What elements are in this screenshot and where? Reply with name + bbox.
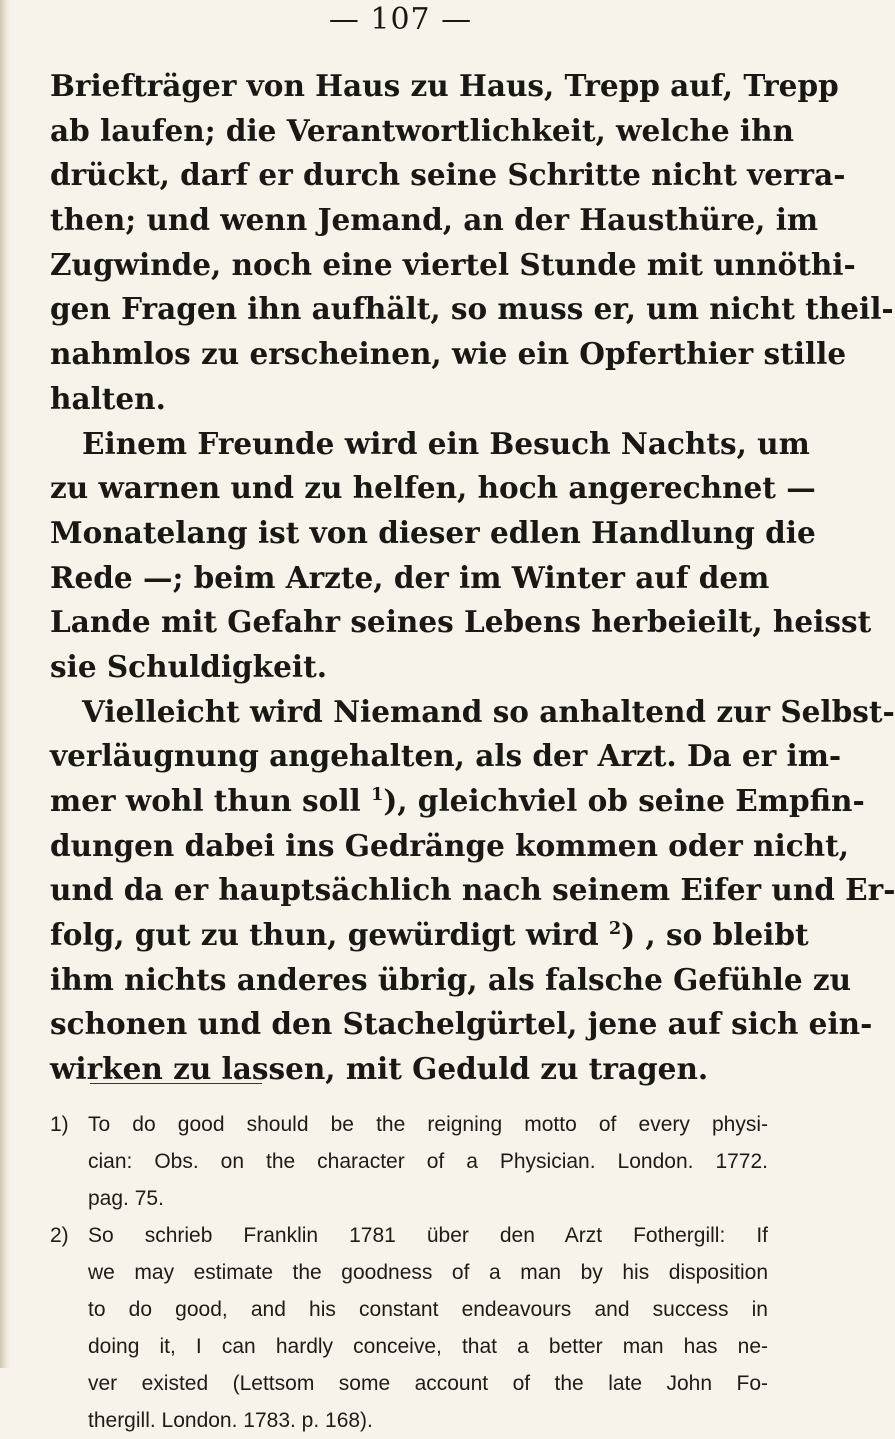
main-text <box>50 64 895 1092</box>
text-line: sie Schuldigkeit. <box>50 648 327 684</box>
text-line: nahmlos zu erscheinen, wie ein Opferthier stille <box>50 336 847 372</box>
footnote-marker-1: 1 <box>371 784 384 806</box>
footnote-text: So schrieb Franklin 1781 über den Arzt Fothergill: If <box>88 1224 768 1247</box>
footnote-text: To do good should be the reigning motto of every physi- <box>88 1113 768 1136</box>
text-line: und da er hauptsächlich nach seinem Eifer und Er- <box>50 872 895 908</box>
text-line: Lande mit Gefahr seines Lebens herbeieilt, heisst <box>50 604 872 640</box>
text-line: Vielleicht wird Niemand so anhaltend zur Selbst- <box>82 693 895 729</box>
text-line <box>50 779 865 824</box>
text-line: gen Fragen ihn aufhält, so muss er, um nicht theil- <box>50 291 894 327</box>
footnote-number: 1) <box>50 1113 69 1136</box>
paragraph-2 <box>50 422 872 690</box>
text-line: ab laufen; die Verantwortlichkeit, welche ihn <box>50 112 794 148</box>
text-line: schonen und den Stachelgürtel, jene auf sich ein- <box>50 1006 873 1042</box>
text-line: Einem Freunde wird ein Besuch Nachts, um <box>82 425 810 461</box>
paragraph-1 <box>50 64 894 422</box>
text-line: halten. <box>50 380 166 416</box>
text-line: wirken zu lassen, mit Geduld zu tragen. <box>50 1051 709 1087</box>
text-line: zu warnen und zu helfen, hoch angerechnet — <box>50 470 816 506</box>
footnote-marker-2: 2 <box>608 918 622 940</box>
paragraph-3 <box>50 690 895 1092</box>
footnote-line: ver existed (Lettsom some account of the late John Fo- <box>88 1372 768 1395</box>
footnote-2 <box>50 1217 768 1439</box>
text-line: verläugnung angehalten, als der Arzt. Da er im- <box>50 738 842 774</box>
footnote-line: to do good, and his constant endeavours and success in <box>88 1298 768 1321</box>
footnote-line <box>50 1106 768 1143</box>
text-line: Zugwinde, noch eine viertel Stunde mit unnöthi- <box>50 246 856 282</box>
text-line: ihm nichts anderes übrig, als falsche Gefühle zu <box>50 961 852 997</box>
footnote-line: thergill. London. 1783. p. 168). <box>88 1409 373 1432</box>
footnote-line: pag. 75. <box>88 1187 164 1210</box>
footnote-separator <box>90 1083 262 1084</box>
text-segment: mer wohl thun soll <box>50 783 371 818</box>
text-segment: ), gleichviel ob seine Empfin- <box>383 783 865 818</box>
text-line: then; und wenn Jemand, an der Hausthüre, im <box>50 202 819 238</box>
footnote-line: cian: Obs. on the character of a Physician. London. 1772. <box>88 1150 768 1173</box>
text-line: Rede —; beim Arzte, der im Winter auf dem <box>50 559 770 595</box>
footnote-line: we may estimate the goodness of a man by his disposition <box>88 1261 768 1284</box>
footnote-line <box>50 1217 768 1254</box>
text-line: dungen dabei ins Gedränge kommen oder nicht, <box>50 827 850 863</box>
text-line <box>50 913 809 958</box>
footnotes <box>50 1106 768 1439</box>
page-number: — 107 — <box>328 2 473 37</box>
text-line: drückt, darf er durch seine Schritte nicht verra- <box>50 157 846 193</box>
footnote-number: 2) <box>50 1224 69 1247</box>
text-segment: ) , so bleibt <box>621 917 809 953</box>
page-binding-edge <box>0 0 10 1368</box>
text-line: Briefträger von Haus zu Haus, Trepp auf, Trepp <box>50 68 839 103</box>
text-line: Monatelang ist von dieser edlen Handlung die <box>50 514 816 550</box>
footnote-1 <box>50 1106 768 1217</box>
text-segment: folg, gut zu thun, gewürdigt wird <box>50 917 609 953</box>
footnote-line: doing it, I can hardly conceive, that a better man has ne- <box>88 1335 768 1358</box>
